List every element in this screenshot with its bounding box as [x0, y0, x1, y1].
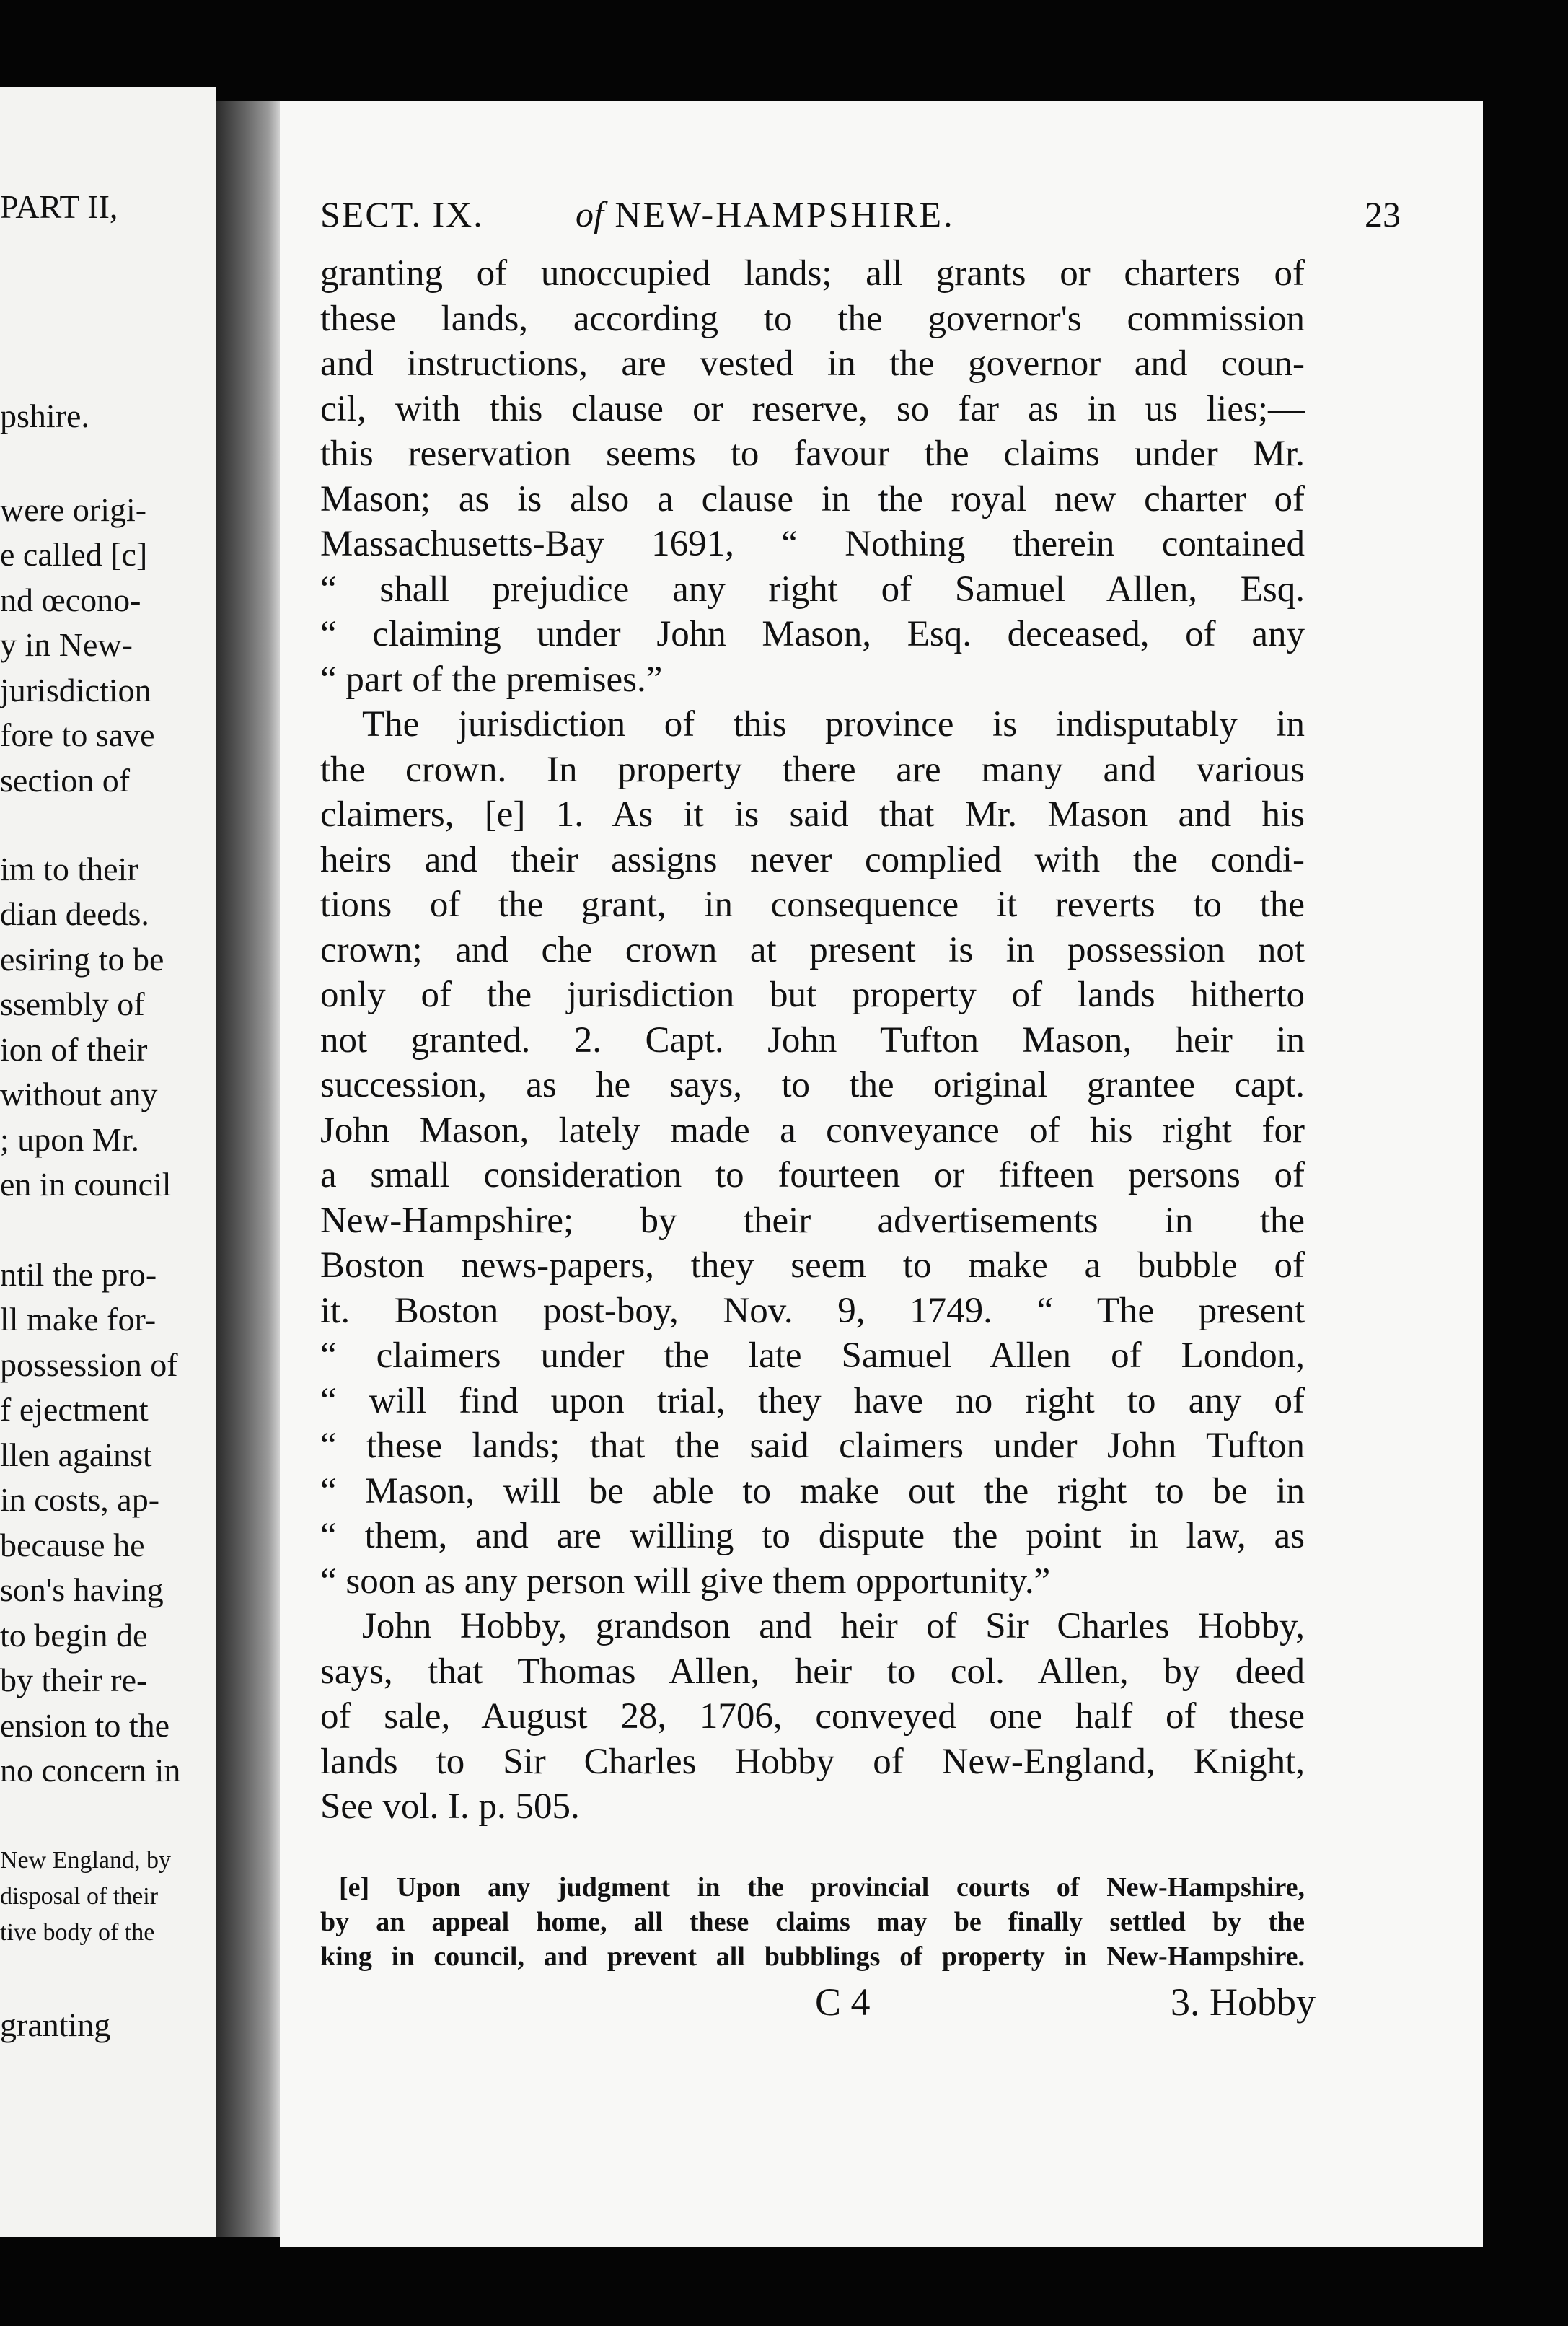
left-page-fragment [0, 87, 216, 2237]
body-line: New-Hampshire; by their advertisements in the [320, 1200, 1305, 1241]
body-line: “ will find upon trial, they have no right to any of [320, 1380, 1305, 1421]
running-head-section: SECT. IX. [320, 194, 484, 234]
left-page-footnote-line: disposal of their [0, 1883, 159, 1910]
body-line: these lands, according to the governor's commission [320, 298, 1305, 339]
body-line: “ claiming under John Mason, Esq. deceased, of any [320, 614, 1305, 654]
body-line: crown; and che crown at present is in possession not [320, 929, 1305, 970]
left-page-line: section of [0, 762, 131, 799]
body-line: heirs and their assigns never complied with the condi- [320, 839, 1305, 880]
body-line: Boston news-papers, they seem to make a bubble of [320, 1245, 1305, 1286]
left-page-footnote-line: New England, by [0, 1847, 172, 1874]
left-page-catchword: granting [0, 2006, 111, 2043]
body-line: “ part of the premises.” [320, 659, 663, 700]
body-line: granting of unoccupied lands; all grants or charters of [320, 253, 1305, 294]
left-page-line: ion of their [0, 1031, 148, 1068]
body-line: tions of the grant, in consequence it reverts to the [320, 885, 1305, 925]
left-page-line: esiring to be [0, 941, 164, 978]
left-page-line: nd œcono- [0, 582, 141, 618]
body-line: and instructions, are vested in the governor and coun- [320, 343, 1305, 384]
left-page-line: dian deeds. [0, 895, 149, 932]
body-line: “ shall prejudice any right of Samuel Allen, Esq. [320, 569, 1305, 610]
left-page-line: without any [0, 1076, 158, 1112]
left-page-line: by their re- [0, 1662, 148, 1698]
left-page-line: no concern in [0, 1752, 181, 1789]
body-line: it. Boston post-boy, Nov. 9, 1749. “ The present [320, 1290, 1305, 1331]
body-line: claimers, [e] 1. As it is said that Mr. Mason and his [320, 794, 1305, 835]
left-page-line: ll make for- [0, 1301, 157, 1338]
left-page-line: ssembly of [0, 986, 145, 1022]
left-page-line: because he [0, 1527, 145, 1563]
left-page-line: possession of [0, 1346, 178, 1383]
body-line: John Hobby, grandson and heir of Sir Charles Hobby, [362, 1606, 1305, 1646]
body-line: Mason; as is also a clause in the royal new charter of [320, 478, 1305, 519]
body-line: succession, as he says, to the original grantee capt. [320, 1065, 1305, 1105]
body-line: “ claimers under the late Samuel Allen of London, [320, 1335, 1305, 1376]
body-line: cil, with this clause or reserve, so far as in us lies;— [320, 388, 1305, 429]
body-text [320, 251, 1305, 1830]
left-page-line: PART II, [0, 188, 118, 225]
page-number: 23 [1365, 194, 1401, 234]
body-line: the crown. In property there are many and various [320, 749, 1305, 790]
running-head-name: NEW-HAMPSHIRE. [615, 194, 955, 234]
left-page-line: im to their [0, 851, 138, 887]
body-line: this reservation seems to favour the claims under Mr. [320, 434, 1305, 474]
body-line: not granted. 2. Capt. John Tufton Mason, heir in [320, 1019, 1305, 1061]
footnote [320, 1870, 1305, 1974]
left-page-line: pshire. [0, 398, 89, 434]
right-page [280, 101, 1483, 2247]
footnote-line: by an appeal home, all these claims may be finally settled by the [320, 1907, 1305, 1937]
left-page-line: in costs, ap- [0, 1481, 160, 1518]
left-page-line: llen against [0, 1436, 152, 1473]
body-line: “ these lands; that the said claimers under John Tufton [320, 1426, 1305, 1466]
left-page-line: y in New- [0, 626, 133, 663]
body-line: “ Mason, will be able to make out the right to be in [320, 1470, 1305, 1511]
left-page-line: e called [c] [0, 536, 148, 573]
book-gutter [216, 101, 281, 2237]
body-line: John Mason, lately made a conveyance of his right for [320, 1110, 1305, 1151]
left-page-line: ension to the [0, 1707, 170, 1744]
left-page-line: son's having [0, 1571, 164, 1608]
running-head-of: of [576, 194, 604, 234]
body-line: of sale, August 28, 1706, conveyed one half of these [320, 1696, 1305, 1737]
catchword: 3. Hobby [1171, 1980, 1316, 2024]
body-line: says, that Thomas Allen, heir to col. Allen, by deed [320, 1651, 1305, 1692]
footnote-line: [e] Upon any judgment in the provincial courts of New-Hampshire, [339, 1872, 1305, 1903]
left-page-line: f ejectment [0, 1391, 149, 1428]
body-line: “ them, and are willing to dispute the point in law, as [320, 1516, 1305, 1556]
body-line: See vol. I. p. 505. [320, 1786, 580, 1827]
body-line: “ soon as any person will give them opportunity.” [320, 1561, 1051, 1602]
body-line: a small consideration to fourteen or fifteen persons of [320, 1155, 1305, 1195]
signature-mark: C 4 [815, 1980, 871, 2024]
left-page-line: ; upon Mr. [0, 1121, 139, 1158]
left-page-line: jurisdiction [0, 672, 151, 708]
body-line: only of the jurisdiction but property of lands hitherto [320, 975, 1305, 1015]
left-page-line: ntil the pro- [0, 1256, 157, 1293]
body-line: Massachusetts-Bay 1691, “ Nothing therein contained [320, 524, 1305, 564]
left-page-line: fore to save [0, 716, 155, 753]
left-page-line: were origi- [0, 491, 147, 528]
footnote-line: king in council, and prevent all bubblings of property in New-Hampshire. [320, 1941, 1305, 1972]
left-page-footnote-line: tive body of the [0, 1919, 155, 1946]
running-head-title [576, 193, 955, 235]
left-page-line: en in council [0, 1166, 172, 1203]
body-line: The jurisdiction of this province is indisputably in [362, 704, 1305, 745]
body-line: lands to Sir Charles Hobby of New-England, Knight, [320, 1741, 1305, 1782]
left-page-line: to begin de [0, 1617, 148, 1654]
